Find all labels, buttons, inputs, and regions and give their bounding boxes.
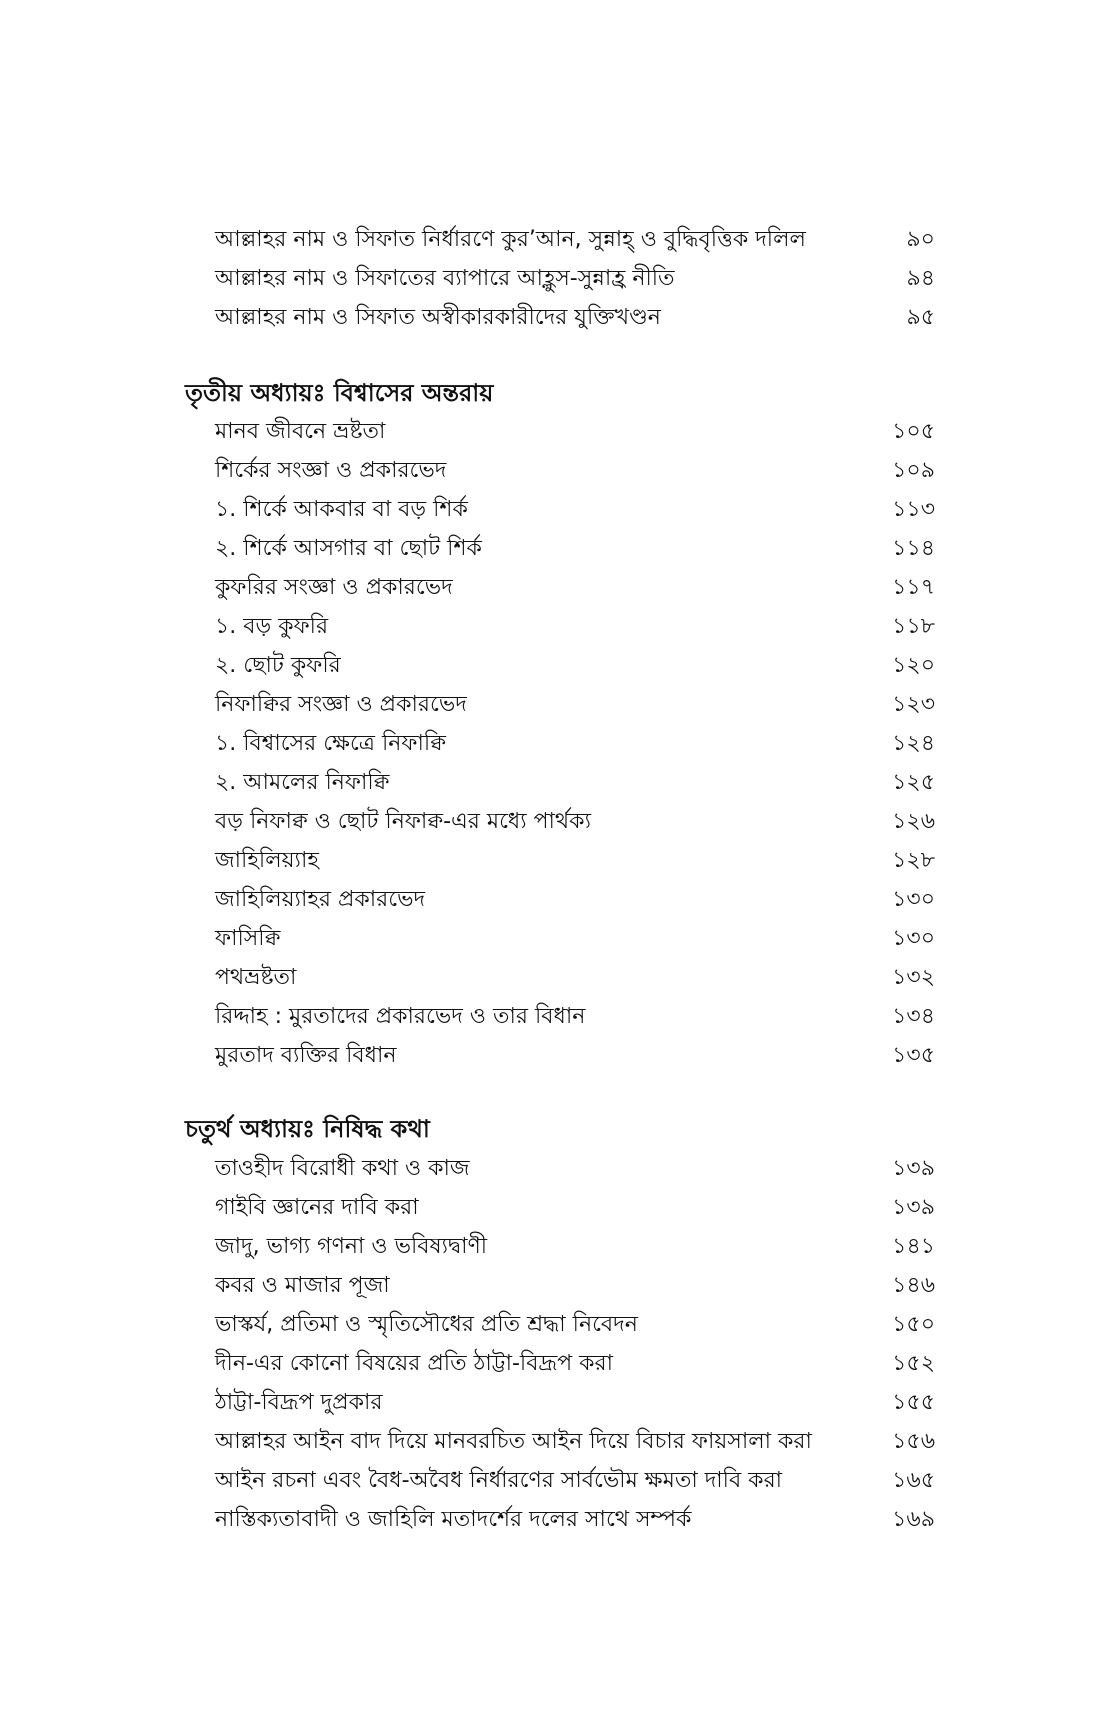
toc-entry-title: আইন রচনা এবং বৈধ-অবৈধ নির্ধারণের সার্বভৌম ক্ষমতা দাবি করা (215, 1468, 783, 1493)
toc-entry-title: নাস্তিক্যতাবাদী ও জাহিলি মতাদর্শের দলের সাথে সম্পর্ক (215, 1507, 692, 1532)
toc-entry (215, 1502, 935, 1538)
toc-entry (215, 570, 935, 606)
toc-entry-title: পথভ্রষ্টতা (215, 965, 297, 990)
toc-entry-page: ১২৫ (892, 770, 935, 795)
toc-entry (215, 222, 935, 258)
toc-entry-title: দীন-এর কোনো বিষয়ের প্রতি ঠাট্টা-বিদ্রূপ করা (215, 1351, 614, 1376)
toc-entry-title: ২. ছোট কুফরি (215, 653, 341, 678)
toc-entry-title: গাইবি জ্ঞানের দাবি করা (215, 1195, 419, 1220)
toc-entry (215, 765, 935, 801)
toc-entry-title: বড় নিফাক্ব ও ছোট নিফাক্ব-এর মধ্যে পার্থক্য (215, 809, 591, 834)
toc-entry (215, 1307, 935, 1343)
toc-entry-page: ১০৫ (892, 419, 935, 444)
toc-entry-page: ১৩৪ (892, 1004, 935, 1029)
toc-entry (215, 300, 935, 336)
toc-entry-page: ১২৩ (892, 692, 935, 717)
toc-entry-title: ঠাট্টা-বিদ্রূপ দুপ্রকার (215, 1390, 383, 1415)
toc-entry (215, 1346, 935, 1382)
toc-entry-page: ১৩৯ (892, 1195, 935, 1220)
toc-entry (215, 492, 935, 528)
toc-entry-page: ১২০ (892, 653, 935, 678)
toc-entry-title: নিফাক্বির সংজ্ঞা ও প্রকারভেদ (215, 692, 467, 717)
toc-entry-page: ১২৪ (892, 731, 935, 756)
toc-entry-title: ১. বড় কুফরি (215, 614, 329, 639)
toc-entry-page: ১৩০ (892, 926, 935, 951)
toc-entry (215, 261, 935, 297)
toc-entry (215, 843, 935, 879)
toc-entry-title: আল্লাহর নাম ও সিফাত নির্ধারণে কুর’আন, সুন্নাহ্ ও বুদ্ধিবৃত্তিক দলিল (215, 227, 806, 252)
toc-entry (215, 1385, 935, 1421)
toc-entry-title: ১. শির্কে আকবার বা বড় শির্ক (215, 497, 468, 522)
toc-entry-page: ১০৯ (892, 458, 935, 483)
toc-entry-page: ১৫২ (892, 1351, 935, 1376)
toc-entry (215, 804, 935, 840)
toc-entry-title: আল্লাহর নাম ও সিফাত অস্বীকারকারীদের যুক্তিখণ্ডন (215, 305, 661, 330)
toc-entry-page: ১৪৬ (892, 1273, 935, 1298)
toc-entry-page: ১১৪ (892, 536, 935, 561)
toc-entry-title: কবর ও মাজার পূজা (215, 1273, 390, 1298)
toc-entry-title: শির্কের সংজ্ঞা ও প্রকারভেদ (215, 458, 447, 483)
toc-entry (215, 453, 935, 489)
toc-entry-page: ১৬৯ (892, 1507, 935, 1532)
toc-entry-title: মুরতাদ ব্যক্তির বিধান (215, 1043, 397, 1068)
toc-entry-page: ১১৭ (892, 575, 935, 600)
toc-entry-page: ১৬৫ (892, 1468, 935, 1493)
toc-entry-title: তাওহীদ বিরোধী কথা ও কাজ (215, 1156, 470, 1181)
toc-entry (215, 609, 935, 645)
toc-entry (215, 1268, 935, 1304)
toc-entry (215, 1463, 935, 1499)
toc-entry-title: আল্লাহর আইন বাদ দিয়ে মানবরচিত আইন দিয়ে বিচার ফায়সালা করা (215, 1429, 812, 1454)
toc-entry-page: ১৩০ (892, 887, 935, 912)
toc-entry-page: ১১৮ (892, 614, 935, 639)
toc-entry (215, 1038, 935, 1074)
toc-entry-page: ১৫৫ (892, 1390, 935, 1415)
toc-entry (215, 726, 935, 762)
toc-entry-title: মানব জীবনে ভ্রষ্টতা (215, 419, 386, 444)
toc-entry-page: ৯৪ (906, 266, 935, 291)
toc-entry (215, 648, 935, 684)
toc-entry (215, 414, 935, 450)
toc-entry (215, 960, 935, 996)
toc-entry-page: ১২৮ (892, 848, 935, 873)
toc-entry-page: ১৩৯ (892, 1156, 935, 1181)
toc-entry (215, 882, 935, 918)
toc-entry-page: ৯০ (906, 227, 935, 252)
toc-entry (215, 1151, 935, 1187)
toc-entry (215, 1229, 935, 1265)
toc-entry-title: ১. বিশ্বাসের ক্ষেত্রে নিফাক্বি (215, 731, 446, 756)
toc-entry-page: ১২৬ (892, 809, 935, 834)
toc-entry (215, 1190, 935, 1226)
toc-entry (215, 687, 935, 723)
toc-entry-page: ১৫৬ (892, 1429, 935, 1454)
chapter-4-heading: চতুর্থ অধ্যায়ঃ নিষিদ্ধ কথা (185, 1115, 430, 1143)
toc-entry-page: ১৪১ (892, 1234, 935, 1259)
toc-entry-title: আল্লাহর নাম ও সিফাতের ব্যাপারে আহ্লুস-সুন্নাহ্র নীতি (215, 266, 675, 291)
toc-entry-title: ২. আমলের নিফাক্বি (215, 770, 390, 795)
chapter-3-heading: তৃতীয় অধ্যায়ঃ বিশ্বাসের অন্তরায় (185, 379, 494, 407)
toc-entry-title: কুফরির সংজ্ঞা ও প্রকারভেদ (215, 575, 453, 600)
toc-entry-page: ১১৩ (892, 497, 935, 522)
toc-entry-title: রিদ্দাহ : মুরতাদের প্রকারভেদ ও তার বিধান (215, 1004, 586, 1029)
toc-entry-title: জাহিলিয়্যাহ (215, 848, 319, 873)
toc-entry-page: ১৫০ (892, 1312, 935, 1337)
toc-entry-title: ভাস্কর্য, প্রতিমা ও স্মৃতিসৌধের প্রতি শ্রদ্ধা নিবেদন (215, 1312, 638, 1337)
toc-entry-page: ১৩৫ (892, 1043, 935, 1068)
toc-entry-page: ১৩২ (892, 965, 935, 990)
toc-entry-title: ২. শির্কে আসগার বা ছোট শির্ক (215, 536, 482, 561)
toc-entry-title: জাদু, ভাগ্য গণনা ও ভবিষ্যদ্বাণী (215, 1234, 488, 1259)
toc-entry-page: ৯৫ (906, 305, 935, 330)
toc-entry (215, 921, 935, 957)
toc-entry (215, 1424, 935, 1460)
toc-entry (215, 999, 935, 1035)
toc-entry (215, 531, 935, 567)
toc-entry-title: ফাসিক্বি (215, 926, 281, 951)
toc-entry-title: জাহিলিয়্যাহর প্রকারভেদ (215, 887, 426, 912)
